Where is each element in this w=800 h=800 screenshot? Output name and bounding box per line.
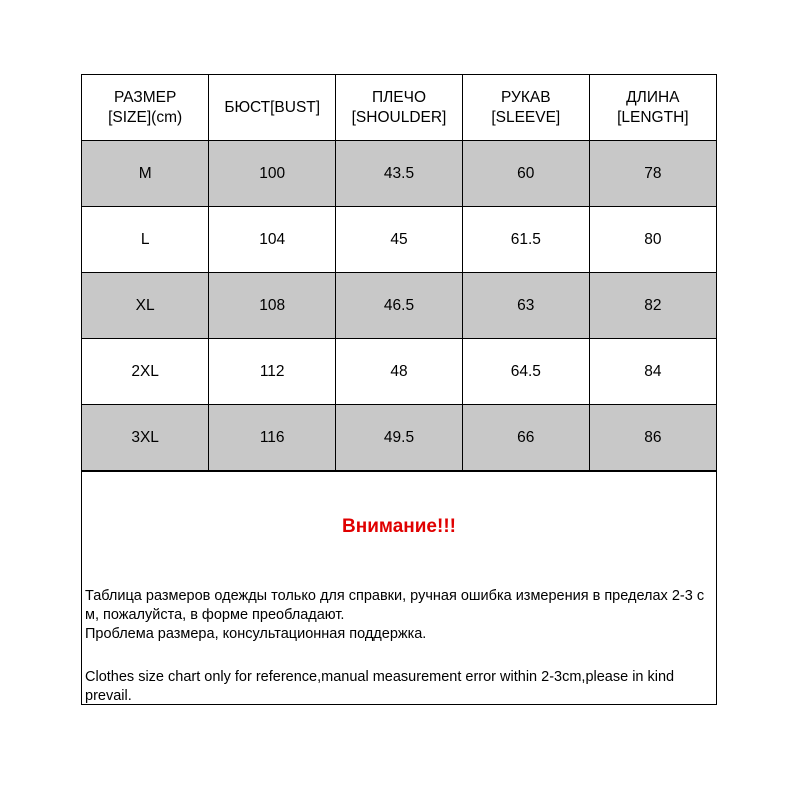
size-table [82, 75, 716, 471]
cell-sleeve: 66 [462, 405, 589, 471]
cell-length: 80 [589, 207, 716, 273]
notice-russian-text [85, 587, 712, 644]
cell-size: 3XL [82, 405, 209, 471]
notice-title: Внимание!!! [342, 516, 456, 537]
cell-size: L [82, 207, 209, 273]
cell-sleeve: 60 [462, 141, 589, 207]
table-header-row [82, 75, 716, 141]
cell-bust: 100 [209, 141, 336, 207]
header-length [589, 75, 716, 141]
header-bust [209, 75, 336, 141]
cell-size: XL [82, 273, 209, 339]
table-row [82, 273, 716, 339]
cell-size: M [82, 141, 209, 207]
header-length-line2: [LENGTH] [617, 108, 689, 126]
cell-bust: 112 [209, 339, 336, 405]
notice-english-text: Clothes size chart only for reference,manual measurement error within 2-3cm,please in kind prevail. [85, 669, 675, 704]
header-size [82, 75, 209, 141]
table-row [82, 141, 716, 207]
cell-sleeve: 64.5 [462, 339, 589, 405]
cell-length: 78 [589, 141, 716, 207]
cell-bust: 116 [209, 405, 336, 471]
notice-russian-line-2: Проблема размера, консультационная поддержка. [85, 626, 427, 642]
header-shoulder-line2: [SHOULDER] [351, 108, 447, 126]
size-chart-sheet [81, 74, 717, 705]
header-bust-line1: БЮСТ[BUST] [224, 98, 321, 116]
cell-shoulder: 46.5 [336, 273, 463, 339]
cell-shoulder: 49.5 [336, 405, 463, 471]
cell-sleeve: 63 [462, 273, 589, 339]
table-row [82, 207, 716, 273]
cell-shoulder: 45 [336, 207, 463, 273]
cell-length: 86 [589, 405, 716, 471]
header-size-line1: РАЗМЕР [113, 88, 177, 106]
cell-shoulder: 48 [336, 339, 463, 405]
table-row [82, 339, 716, 405]
cell-length: 84 [589, 339, 716, 405]
header-sleeve [462, 75, 589, 141]
notice-russian-line-1: Таблица размеров одежды только для справки, ручная ошибка измерения в пределах 2-3 с м, пожалуйста, в форме преобладают. [85, 588, 705, 623]
header-sleeve-line1: РУКАВ [501, 88, 551, 106]
cell-bust: 108 [209, 273, 336, 339]
notice-section [82, 471, 716, 704]
cell-length: 82 [589, 273, 716, 339]
header-sleeve-line2: [SLEEVE] [491, 108, 561, 126]
cell-sleeve: 61.5 [462, 207, 589, 273]
table-row [82, 405, 716, 471]
header-length-line1: ДЛИНА [626, 88, 680, 106]
cell-bust: 104 [209, 207, 336, 273]
header-size-line2: [SIZE](cm) [108, 108, 183, 126]
header-shoulder [336, 75, 463, 141]
cell-shoulder: 43.5 [336, 141, 463, 207]
header-shoulder-line1: ПЛЕЧО [371, 88, 427, 106]
cell-size: 2XL [82, 339, 209, 405]
